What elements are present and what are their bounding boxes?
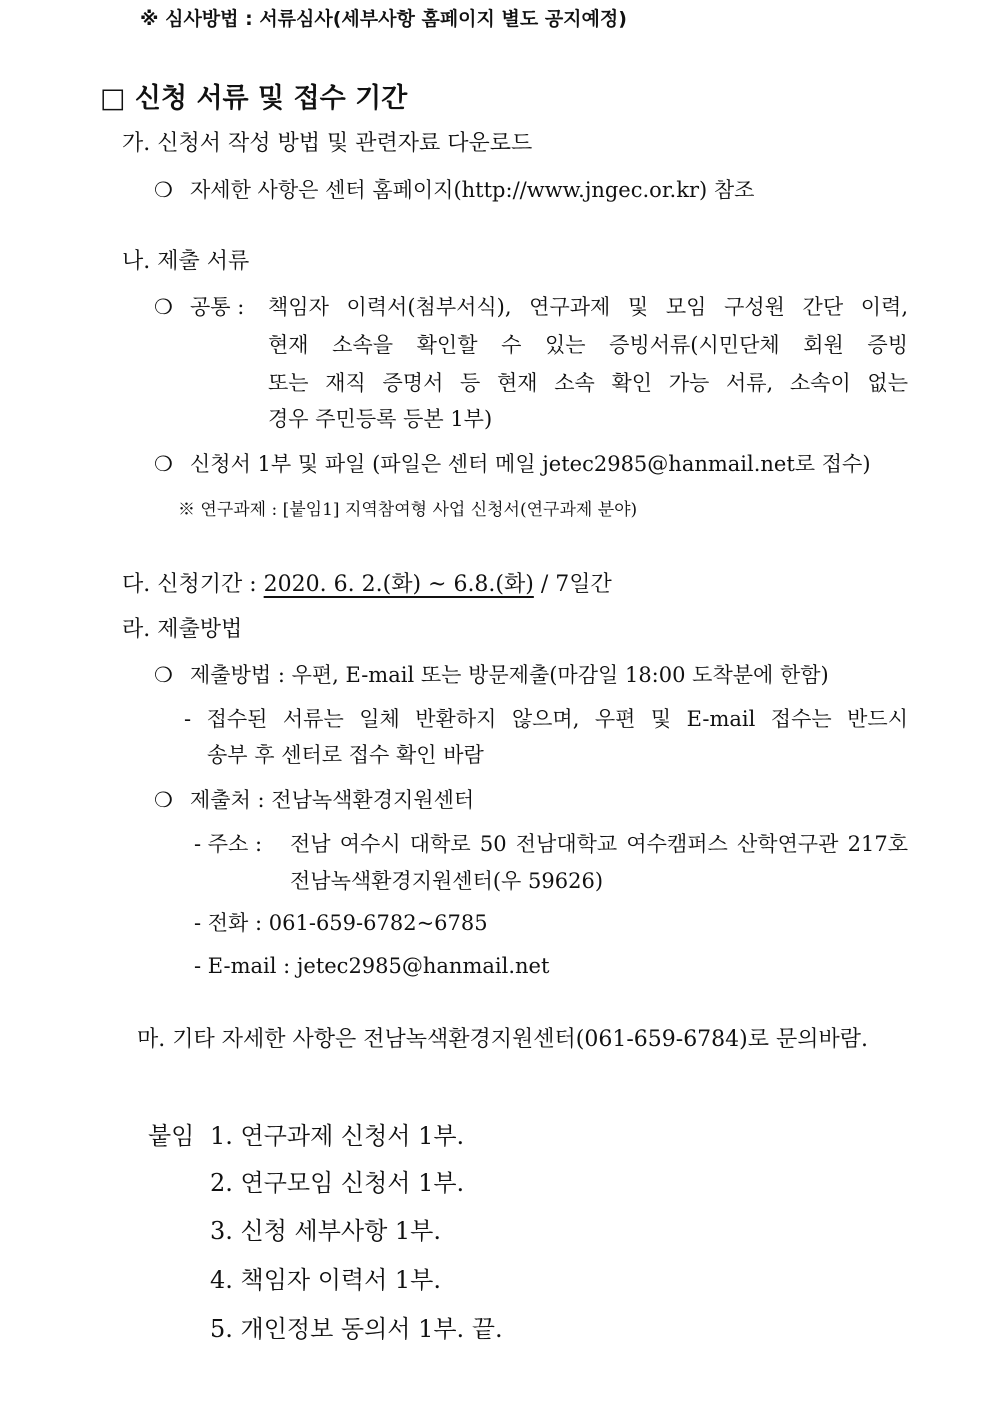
- phone-line: - 전화 : 061-659-6782~6785: [194, 911, 488, 935]
- heading-ma: 마. 기타 자세한 사항은 전남녹색환경지원센터(061-659-6784)로 문의바람.: [137, 1027, 869, 1052]
- list-item: [154, 180, 754, 201]
- bullet-circle-icon: ❍: [154, 295, 173, 319]
- heading-na: 나. 제출 서류: [122, 249, 250, 274]
- research-task-note: ※ 연구과제 : [붙임1] 지역참여형 사업 신청서(연구과제 분야): [178, 500, 638, 520]
- address-line: 전남 여수시 대학로 50 전남대학교 여수캠퍼스 산학연구관 217호: [290, 832, 908, 856]
- common-line: 현재 소속을 확인할 수 있는 증빙서류(시민단체 회원 증빙: [268, 333, 908, 357]
- submission-method: 제출방법 : 우편, E-mail 또는 방문제출(마감일 18:00 도착분에 한함): [190, 663, 829, 687]
- bullet-circle-icon: ❍: [154, 178, 173, 202]
- period-prefix: 다. 신청기간 :: [122, 572, 257, 597]
- common-line: 또는 재직 증명서 등 현재 소속 확인 가능 서류, 소속이 없는: [268, 371, 908, 395]
- attachment-item: 5. 개인정보 동의서 1부. 끝.: [210, 1315, 503, 1343]
- common-label: 공통 :: [190, 295, 245, 319]
- address-line: 전남녹색환경지원센터(우 59626): [290, 869, 604, 893]
- attachment-item: 4. 책임자 이력서 1부.: [210, 1266, 441, 1294]
- method-sub-line: - 접수된 서류는 일체 반환하지 않으며, 우편 및 E-mail 접수는 반드시: [184, 707, 908, 731]
- attachment-item: 3. 신청 세부사항 1부.: [210, 1217, 441, 1245]
- list-item: [154, 297, 244, 318]
- submission-destination: 제출처 : 전남녹색환경지원센터: [190, 788, 475, 812]
- period-suffix: / 7일간: [540, 572, 612, 597]
- heading-ra: 라. 제출방법: [122, 617, 243, 642]
- attachment-item: 1. 연구과제 신청서 1부.: [210, 1122, 465, 1150]
- application-period: [122, 574, 612, 596]
- address-label: - 주소 :: [194, 832, 263, 856]
- bullet-circle-icon: ❍: [154, 663, 173, 687]
- list-item: [154, 454, 871, 475]
- bullet-circle-icon: ❍: [154, 452, 173, 476]
- common-line: 책임자 이력서(첨부서식), 연구과제 및 모임 구성원 간단 이력,: [268, 295, 908, 319]
- list-item: [154, 790, 474, 811]
- attachments-label: 붙임: [148, 1122, 195, 1150]
- heading-ga: 가. 신청서 작성 방법 및 관련자료 다운로드: [122, 131, 533, 156]
- list-item: [154, 665, 829, 686]
- homepage-reference: 자세한 사항은 센터 홈페이지(http://www.jngec.or.kr) 참조: [190, 178, 755, 202]
- application-submission: 신청서 1부 및 파일 (파일은 센터 메일 jetec2985@hanmail.net로 접수): [190, 452, 871, 476]
- review-method-note: ※ 심사방법 : 서류심사(세부사항 홈페이지 별도 공지예정): [140, 8, 627, 30]
- period-dates: 2020. 6. 2.(화) ~ 6.8.(화): [263, 572, 534, 597]
- bullet-circle-icon: ❍: [154, 788, 173, 812]
- common-line: 경우 주민등록 등본 1부): [268, 407, 493, 431]
- email-line: - E-mail : jetec2985@hanmail.net: [194, 954, 550, 978]
- method-sub-line: 송부 후 센터로 접수 확인 바람: [207, 743, 484, 767]
- attachment-item: 2. 연구모임 신청서 1부.: [210, 1169, 465, 1197]
- section-title: □ 신청 서류 및 접수 기간: [100, 83, 408, 114]
